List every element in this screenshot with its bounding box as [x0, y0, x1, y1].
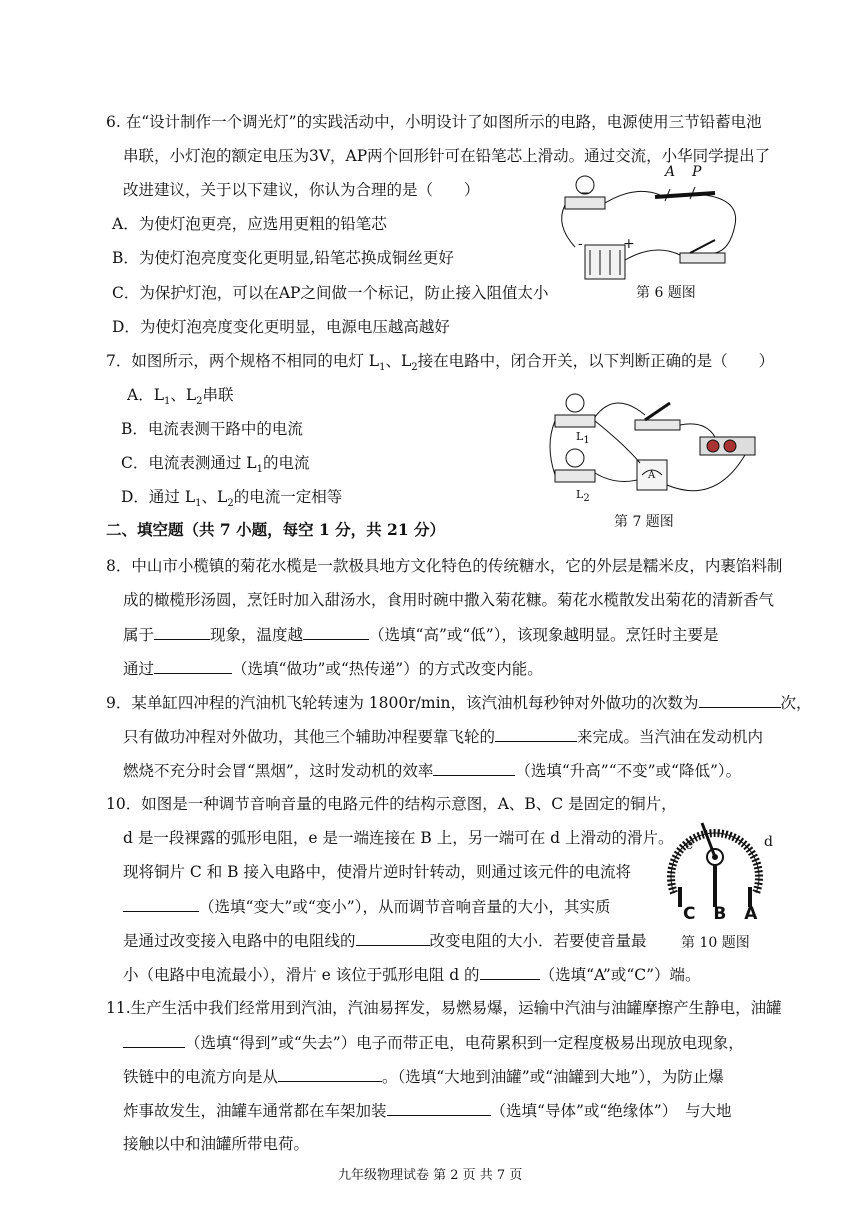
q10-caption: 第 10 题图: [681, 935, 750, 951]
q10-blank-2[interactable]: [356, 929, 430, 946]
q10-line5: 是通过改变接入电路中的电阻线的 改变电阻的大小．若要使音量最: [123, 929, 647, 952]
q8-line4: 通过 （选填“做功”或“热传递”）的方式改变内能。: [123, 657, 543, 680]
q6-option-b: B．为使灯泡亮度变化更明显,铅笔芯换成铜丝更好: [112, 249, 454, 267]
q11-blank-3[interactable]: [387, 1099, 491, 1116]
q6-fig-minus: -: [578, 236, 583, 252]
q10-fig-label-e: e: [685, 837, 694, 853]
q7-option-c: C．电流表测通过 $L_1$的电流: [121, 454, 310, 476]
q9-line1: 9．某单缸四冲程的汽油机飞轮转速为 1800r/min，该汽油机每秒钟对外做功的次数为 次，: [106, 691, 812, 714]
q10-line2: d 是一段裸露的弧形电阻，e 是一端连接在 B 上，另一端可在 d 上滑动的滑片。: [123, 829, 674, 847]
q6-option-c: C．为保护灯泡，可以在AP之间做一个标记，防止接入阻值太小: [112, 284, 549, 302]
q11-blank-2[interactable]: [278, 1065, 382, 1082]
q7-fig-label-l1: $L_1$: [576, 430, 590, 447]
q7-fig-ammeter-label: A: [648, 470, 656, 481]
q10-blank-1[interactable]: [123, 895, 199, 912]
q6-fig-plus: +: [623, 236, 635, 252]
q11-line5: 接触以中和油罐所带电荷。: [123, 1135, 310, 1153]
q10-line4: （选填“变大”或“变小”），从而调节音响音量的大小，其实质: [123, 895, 610, 918]
q11-line3: 铁链中的电流方向是从 。（选填“大地到油罐”或“油罐到大地”），为防止爆: [123, 1065, 724, 1088]
q9-blank-3[interactable]: [433, 759, 515, 776]
q6-line3: 改进建议，关于以下建议，你认为合理的是（ ）: [123, 181, 480, 199]
q8-line2: 成的橄榄形汤圆，烹饪时加入甜汤水，食用时碗中撒入菊花糠。菊花水榄散发出菊花的清新香气: [123, 591, 775, 609]
q10-line3: 现将铜片 C 和 B 接入电路中，使滑片逆时针转动，则通过该元件的电流将: [123, 863, 631, 881]
q10-line1: 10．如图是一种调节音响音量的电路元件的结构示意图，A、B、C 是固定的铜片，: [106, 795, 677, 813]
q6-circuit-figure: [555, 165, 755, 285]
q6-line1: 6. 在“设计制作一个调光灯”的实践活动中，小明设计了如图所示的电路，电源使用三节铅蓄电池: [106, 113, 762, 131]
q10-line6: 小（电路中电流最小），滑片 e 该位于弧形电阻 d 的 （选填“A”或“C”）端。: [123, 963, 701, 986]
q11-line2: （选填“得到”或“失去”）电子而带正电，电荷累积到一定程度极易出现放电现象，: [123, 1031, 744, 1054]
q8-blank-1[interactable]: [154, 623, 210, 640]
q7-option-a: A．$L_1$、$L_2$串联: [127, 386, 234, 408]
q6-fig-label-a: A: [665, 164, 676, 180]
q6-option-a: A．为使灯泡更亮，应选用更粗的铅笔芯: [112, 215, 387, 233]
q9-blank-2[interactable]: [495, 725, 577, 742]
q10-fig-label-d: d: [764, 834, 773, 850]
q8-blank-2[interactable]: [303, 623, 369, 640]
q6-fig-label-p: P: [692, 164, 702, 180]
q6-caption: 第 6 题图: [636, 285, 696, 301]
q7-fig-label-l2: $L_2$: [576, 488, 590, 505]
q11-line4: 炸事故发生，油罐车通常都在车架加装 （选填“导体”或“绝缘体”） 与大地: [123, 1099, 731, 1122]
q10-fig-terminals: C B A: [683, 904, 764, 924]
q11-line1: 11.生产生活中我们经常用到汽油，汽油易挥发，易燃易爆，运输中汽油与油罐摩擦产生静电，油罐: [106, 999, 782, 1017]
q8-line3: 属于 现象，温度越 （选填“高”或“低”），该现象越明显。烹饪时主要是: [123, 623, 718, 646]
q8-line1: 8．中山市小榄镇的菊花水榄是一款极具地方文化特色的传统糖水，它的外层是糯米皮，内裹馅料制: [106, 557, 783, 575]
q7-caption: 第 7 题图: [614, 514, 674, 530]
q9-line3: 燃烧不充分时会冒“黑烟”，这时发动机的效率 （选填“升高”“不变”或“降低”）。: [123, 759, 741, 782]
q6-option-d: D．为使灯泡亮度变化更明显，电源电压越高越好: [112, 318, 450, 336]
q10-blank-3[interactable]: [480, 963, 540, 980]
q11-blank-1[interactable]: [123, 1031, 185, 1048]
q8-blank-3[interactable]: [154, 657, 232, 674]
q10-potentiometer-figure: [660, 815, 770, 910]
page-footer: 九年级物理试卷 第 2 页 共 7 页: [338, 1168, 523, 1183]
q6-line2: 串联，小灯泡的额定电压为3V，AP两个回形针可在铅笔芯上滑动。通过交流，小华同学提出了: [123, 147, 771, 165]
q9-line2: 只有做功冲程对外做功，其他三个辅助冲程要靠飞轮的 来完成。当汽油在发动机内: [123, 725, 763, 748]
section-title: 二、填空题（共 7 小题，每空 1 分，共 21 分）: [106, 520, 446, 539]
q7-line1: 7．如图所示，两个规格不相同的电灯 $L_1$、$L_2$接在电路中，闭合开关，以下判断正确的是（ ）: [106, 352, 775, 374]
q9-blank-1[interactable]: [699, 691, 781, 708]
q7-option-d: D．通过 $L_1$、$L_2$的电流一定相等: [121, 488, 343, 510]
q7-option-b: B．电流表测干路中的电流: [121, 420, 303, 438]
